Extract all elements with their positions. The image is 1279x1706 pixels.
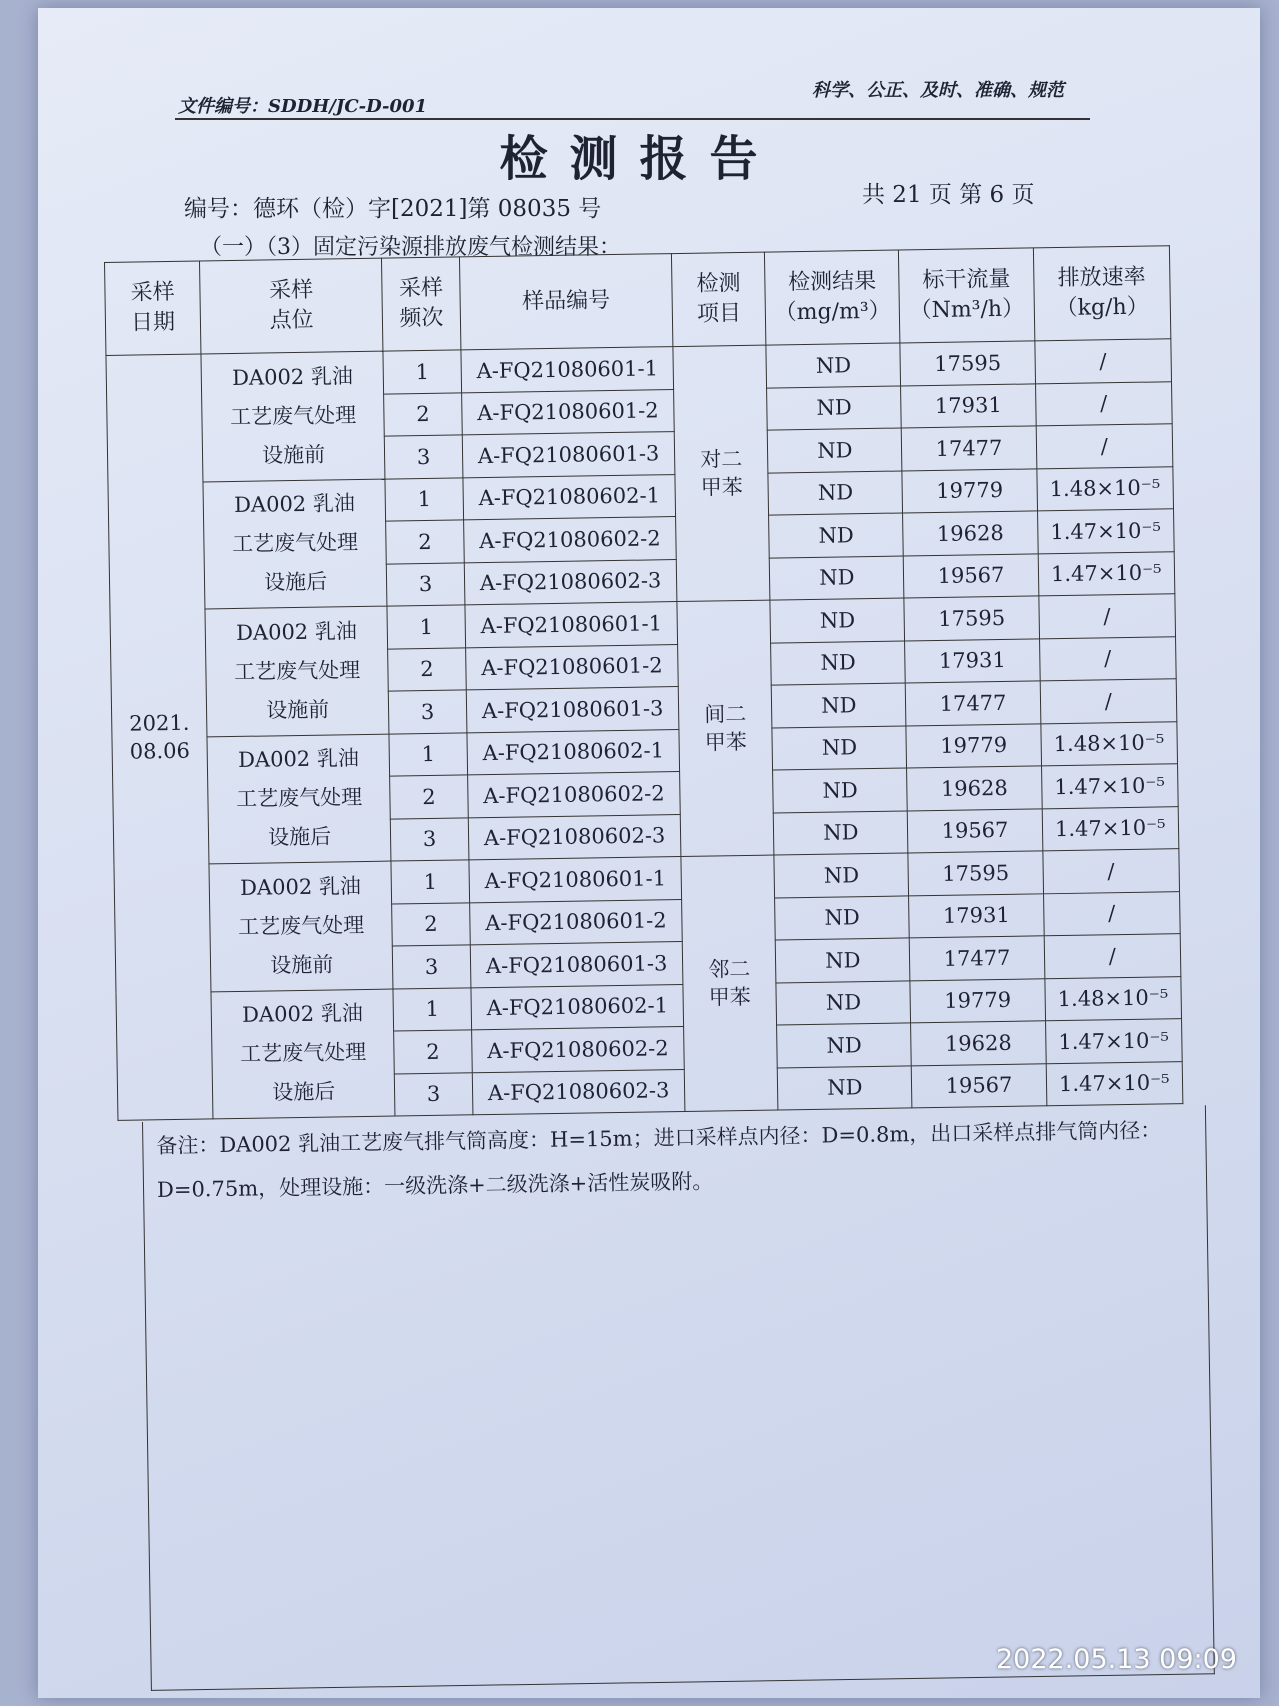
sample-id-cell: A-FQ21080601-1 (469, 857, 682, 903)
result-cell: ND (769, 555, 904, 600)
result-cell: ND (771, 683, 906, 728)
flow-cell: 19779 (910, 978, 1045, 1023)
frequency-cell: 1 (389, 732, 468, 776)
result-cell: ND (767, 385, 902, 430)
sample-id-cell: A-FQ21080601-2 (462, 389, 675, 435)
rate-cell: 1.47×10⁻⁵ (1046, 1061, 1183, 1106)
rate-cell: / (1036, 424, 1173, 469)
remark-note: 备注：DA002 乳油工艺废气排气筒高度：H=15m；进口采样点内径：D=0.8m，出口采样点排气筒内径：D=0.75m，处理设施：一级洗涤+二级洗涤+活性炭吸附。 (156, 1118, 1162, 1203)
flow-cell: 17931 (905, 638, 1040, 683)
result-cell: ND (776, 980, 911, 1025)
sample-id-cell: A-FQ21080602-2 (464, 517, 677, 563)
test-item-cell: 对二 甲苯 (673, 345, 770, 601)
rate-cell: / (1040, 679, 1177, 724)
table-body (106, 339, 1183, 1121)
frequency-cell: 2 (390, 775, 469, 819)
rate-cell: / (1034, 339, 1171, 384)
sample-id-cell: A-FQ21080602-1 (463, 474, 676, 520)
rate-cell: 1.48×10⁻⁵ (1036, 466, 1173, 511)
result-cell: ND (772, 725, 907, 770)
sampling-location-cell: DA002 乳油 工艺废气处理 设施后 (207, 734, 391, 864)
result-cell: ND (773, 768, 908, 813)
rate-cell: / (1043, 891, 1180, 936)
frequency-cell: 1 (387, 605, 466, 649)
frequency-cell: 3 (392, 945, 471, 989)
sample-id-cell: A-FQ21080602-3 (468, 814, 681, 860)
flow-cell: 17477 (906, 681, 1041, 726)
result-cell: ND (777, 1023, 912, 1068)
rate-cell: 1.47×10⁻⁵ (1037, 509, 1174, 554)
document-number: 文件编号：SDDH/JC-D-001 (178, 96, 428, 117)
frequency-cell: 1 (383, 350, 462, 394)
results-table-wrap (104, 245, 1183, 1121)
header-sample-id: 样品编号 (459, 254, 673, 350)
frequency-cell: 2 (394, 1030, 473, 1074)
flow-cell: 19779 (902, 468, 1037, 513)
frequency-cell: 3 (388, 690, 467, 734)
sample-id-cell: A-FQ21080602-3 (472, 1069, 685, 1115)
rate-cell: 1.47×10⁻⁵ (1042, 806, 1179, 851)
header-flow: 标干流量 （Nm³/h） (899, 248, 1035, 343)
frequency-cell: 3 (384, 435, 463, 479)
frequency-cell: 1 (391, 860, 470, 904)
sample-id-cell: A-FQ21080602-2 (468, 772, 681, 818)
flow-cell: 17477 (910, 936, 1045, 981)
flow-cell: 19628 (907, 766, 1042, 811)
result-cell: ND (770, 598, 905, 643)
sample-id-cell: A-FQ21080602-2 (472, 1026, 685, 1072)
rate-cell: / (1038, 594, 1175, 639)
rate-cell: 1.48×10⁻⁵ (1044, 976, 1181, 1021)
page-indicator: 共 21 页 第 6 页 (862, 182, 1035, 208)
frequency-cell: 2 (384, 392, 463, 436)
sample-id-cell: A-FQ21080601-3 (470, 941, 683, 987)
header-result: 检测结果 （mg/m³） (765, 250, 901, 345)
header-item: 检测 项目 (672, 252, 767, 346)
result-cell: ND (777, 1065, 912, 1110)
sample-id-cell: A-FQ21080601-1 (461, 347, 674, 393)
sample-id-cell: A-FQ21080601-3 (466, 687, 679, 733)
rate-cell: 1.47×10⁻⁵ (1045, 1019, 1182, 1064)
sample-id-cell: A-FQ21080601-2 (470, 899, 683, 945)
sampling-location-cell: DA002 乳油 工艺废气处理 设施前 (201, 351, 385, 481)
flow-cell: 17931 (909, 893, 1044, 938)
rate-cell: / (1035, 381, 1172, 426)
frequency-cell: 3 (390, 817, 469, 861)
flow-cell: 19779 (906, 723, 1041, 768)
result-cell: ND (767, 428, 902, 473)
flow-cell: 19567 (912, 1063, 1047, 1108)
frequency-cell: 2 (388, 647, 467, 691)
result-cell: ND (775, 938, 910, 983)
motto: 科学、公正、及时、准确、规范 (812, 80, 1064, 101)
photo-timestamp: 2022.05.13 09:09 (996, 1644, 1237, 1675)
test-item-cell: 间二 甲苯 (677, 600, 774, 856)
header-date: 采样 日期 (105, 261, 202, 355)
frequency-cell: 1 (393, 987, 472, 1031)
header-rate: 排放速率 （kg/h） (1033, 246, 1171, 341)
results-table (104, 245, 1183, 1121)
rate-cell: / (1044, 934, 1181, 979)
sample-id-cell: A-FQ21080602-3 (464, 559, 677, 605)
flow-cell: 19567 (908, 808, 1043, 853)
frequency-cell: 2 (392, 902, 471, 946)
report-number: 编号：德环（检）字[2021]第 08035 号 (184, 196, 602, 222)
flow-cell: 17931 (901, 383, 1036, 428)
frequency-cell: 2 (386, 520, 465, 564)
section-title: （一）（3）固定污染源排放废气检测结果： (200, 235, 621, 260)
sampling-location-cell: DA002 乳油 工艺废气处理 设施前 (205, 606, 389, 736)
frequency-cell: 1 (385, 477, 464, 521)
result-cell: ND (766, 343, 901, 388)
rate-cell: 1.48×10⁻⁵ (1040, 721, 1177, 766)
flow-cell: 19628 (903, 511, 1038, 556)
sampling-location-cell: DA002 乳油 工艺废气处理 设施后 (203, 479, 387, 609)
flow-cell: 19628 (911, 1021, 1046, 1066)
flow-cell: 19567 (904, 553, 1039, 598)
sample-id-cell: A-FQ21080601-3 (462, 432, 675, 478)
frequency-cell: 3 (386, 562, 465, 606)
sample-id-cell: A-FQ21080601-2 (466, 644, 679, 690)
flow-cell: 17595 (900, 341, 1035, 386)
flow-cell: 17477 (902, 426, 1037, 471)
test-item-cell: 邻二 甲苯 (681, 855, 778, 1111)
result-cell: ND (769, 513, 904, 558)
result-cell: ND (773, 810, 908, 855)
rate-cell: / (1039, 636, 1176, 681)
rate-cell: / (1042, 849, 1179, 894)
result-cell: ND (768, 470, 903, 515)
sample-id-cell: A-FQ21080602-1 (467, 729, 680, 775)
sample-id-cell: A-FQ21080602-1 (471, 984, 684, 1030)
sampling-location-cell: DA002 乳油 工艺废气处理 设施前 (209, 861, 393, 991)
rate-cell: 1.47×10⁻⁵ (1038, 551, 1175, 596)
result-cell: ND (774, 853, 909, 898)
sampling-date-cell: 2021. 08.06 (106, 354, 213, 1120)
result-cell: ND (771, 640, 906, 685)
header-frequency: 采样 频次 (382, 257, 461, 351)
table-header-row (105, 246, 1171, 356)
sampling-location-cell: DA002 乳油 工艺废气处理 设施后 (211, 989, 395, 1119)
flow-cell: 17595 (904, 596, 1039, 641)
sample-id-cell: A-FQ21080601-1 (465, 602, 678, 648)
rate-cell: 1.47×10⁻⁵ (1041, 764, 1178, 809)
frequency-cell: 3 (394, 1072, 473, 1116)
report-title: 检测报告 (499, 131, 780, 187)
result-cell: ND (775, 895, 910, 940)
flow-cell: 17595 (908, 851, 1043, 896)
header-location: 采样 点位 (200, 258, 383, 354)
